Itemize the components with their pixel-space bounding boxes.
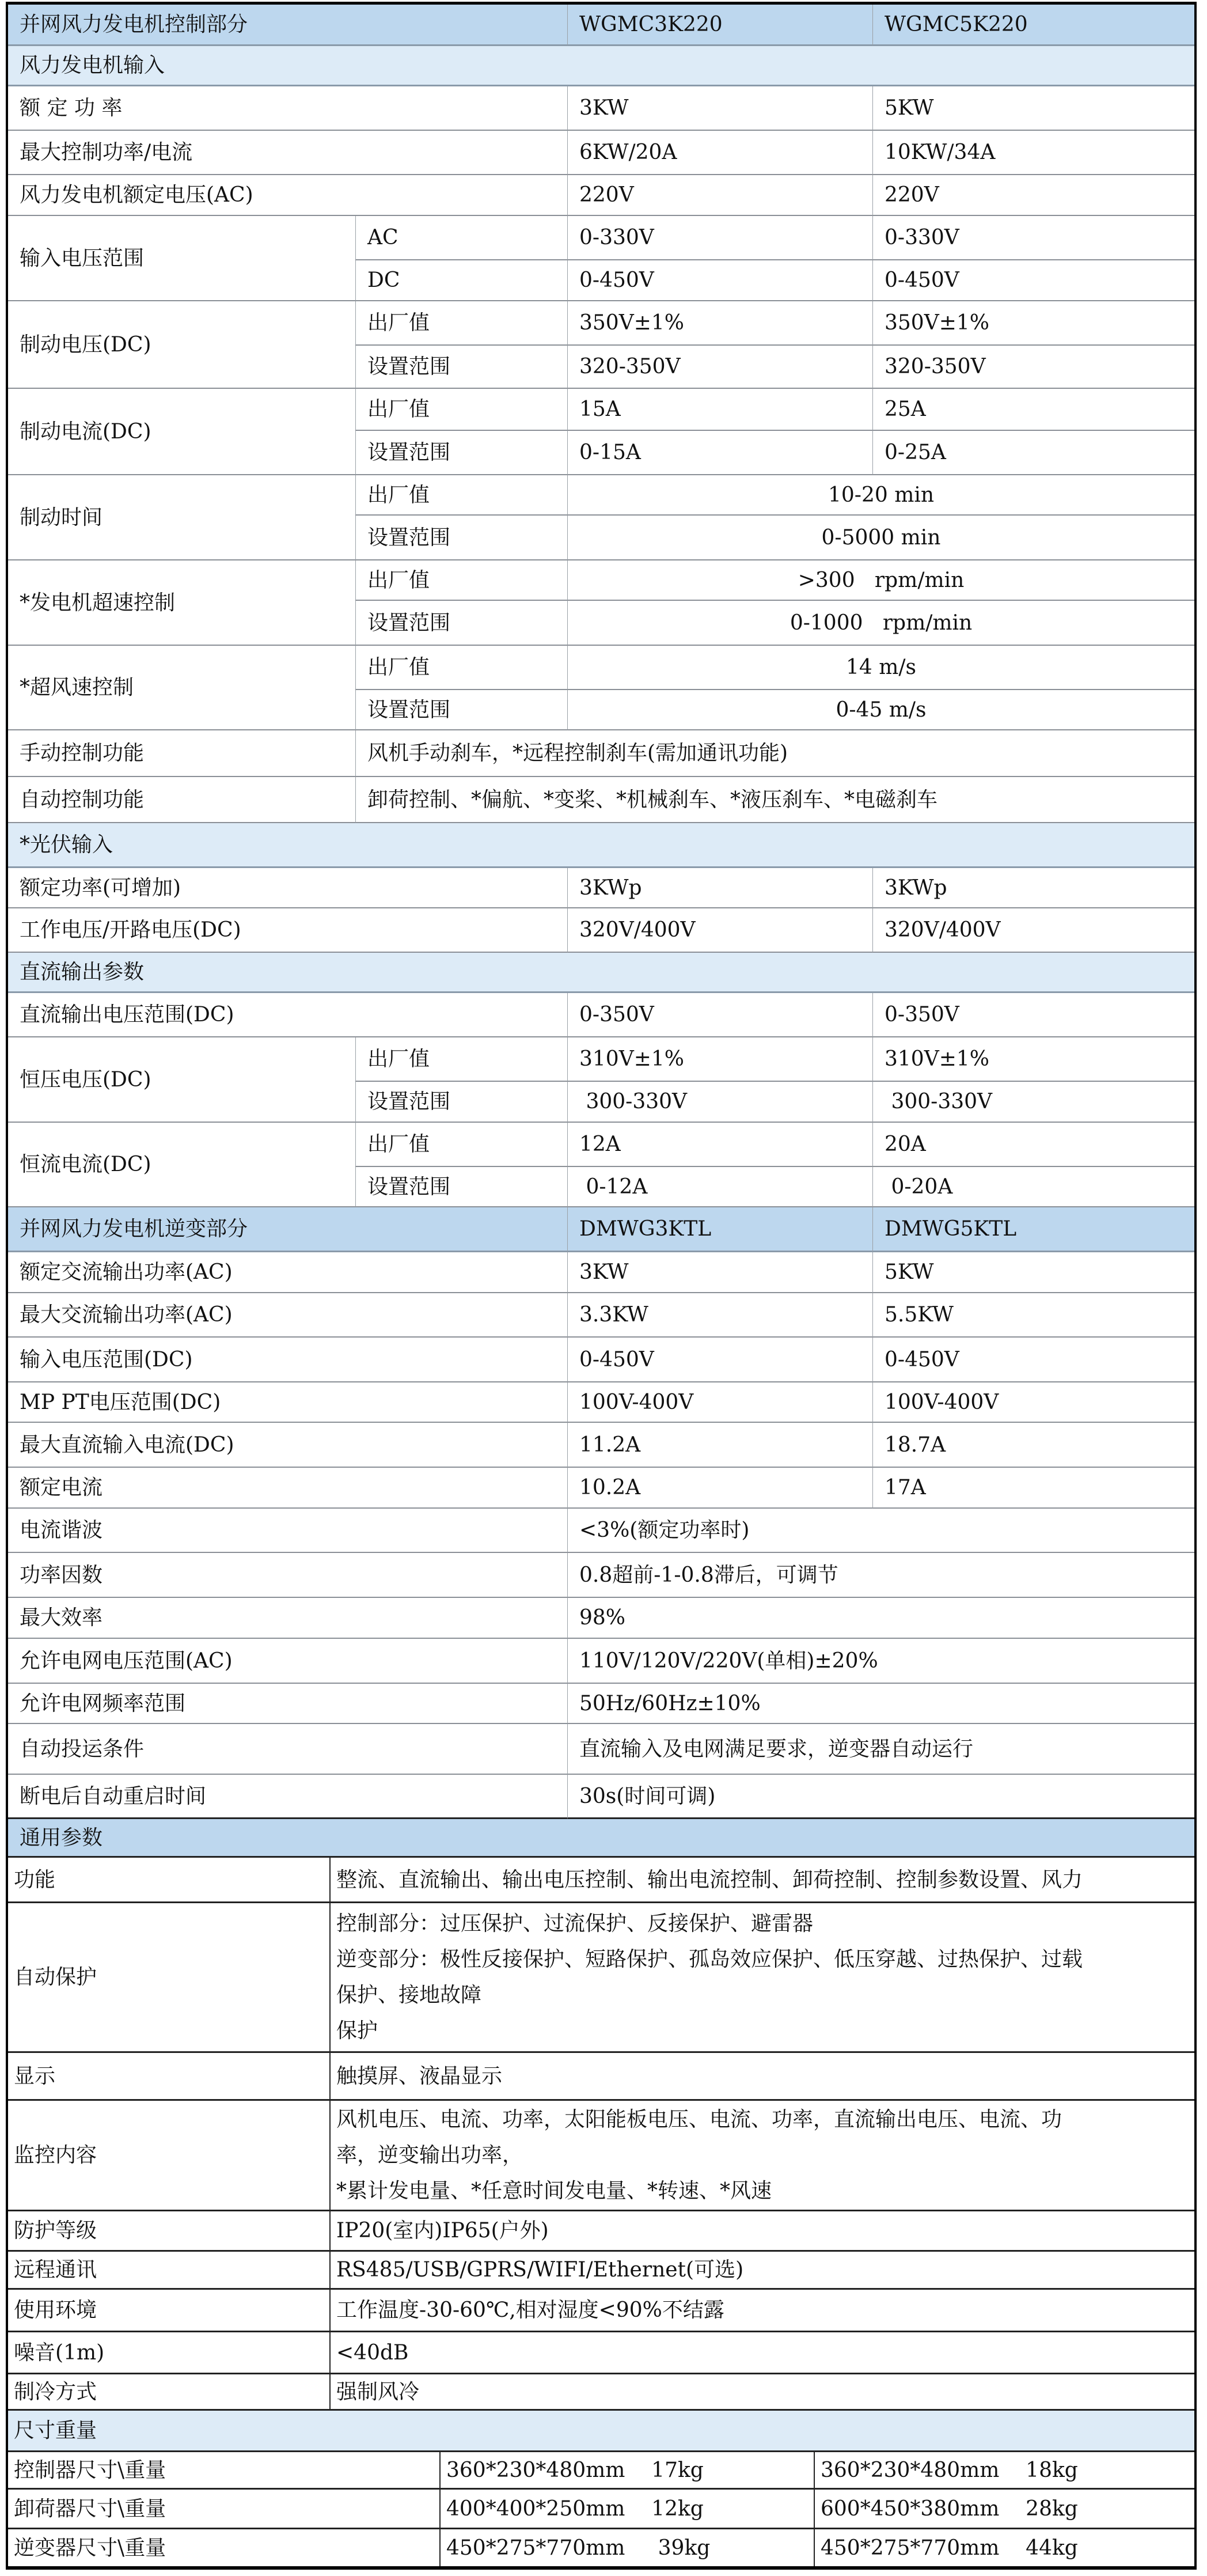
value-shared: 50Hz/60Hz±10% bbox=[567, 1684, 1194, 1724]
row-label: 制动电流(DC) bbox=[8, 389, 355, 475]
value-5k: 0-450V bbox=[872, 260, 1194, 301]
value-5k: 320-350V bbox=[872, 346, 1194, 389]
value-3k: 0-15A bbox=[567, 431, 872, 475]
value-3k: 0-450V bbox=[567, 1338, 872, 1382]
value-3k: 10.2A bbox=[567, 1468, 872, 1509]
value-3k: 3.3KW bbox=[567, 1293, 872, 1338]
value-5k: 300-330V bbox=[872, 1082, 1194, 1123]
value-5k: 20A bbox=[872, 1123, 1194, 1167]
section-general: 通用参数 bbox=[8, 1819, 1194, 1858]
sub-label: 设置范围 bbox=[355, 1167, 567, 1207]
row-label: 额 定 功 率 bbox=[8, 86, 567, 131]
value-5k: 100V-400V bbox=[872, 1382, 1194, 1423]
value-3k: 15A bbox=[567, 389, 872, 431]
value-5k: 5KW bbox=[872, 1252, 1194, 1293]
value-3k: 350V±1% bbox=[567, 301, 872, 346]
row-label: 控制器尺寸\重量 bbox=[8, 2452, 439, 2490]
row-label: 电流谐波 bbox=[8, 1509, 567, 1553]
row-label: 最大交流输出功率(AC) bbox=[8, 1293, 567, 1338]
value-5k: 0-25A bbox=[872, 431, 1194, 475]
value-5k: 0-330V bbox=[872, 216, 1194, 260]
value-shared: 110V/120V/220V(单相)±20% bbox=[567, 1639, 1194, 1684]
value-3k: 100V-400V bbox=[567, 1382, 872, 1423]
value-3k: 0-12A bbox=[567, 1167, 872, 1207]
inverter-header-model-3k: DMWG3KTL bbox=[567, 1207, 872, 1252]
value-3k: 0-450V bbox=[567, 260, 872, 301]
protection-line: 保护 bbox=[336, 2018, 378, 2043]
value-shared: 10-20 min bbox=[567, 475, 1194, 516]
value-shared: 0-5000 min bbox=[567, 516, 1194, 560]
row-label: 自动控制功能 bbox=[8, 777, 355, 823]
value-3k: 320V/400V bbox=[567, 908, 872, 953]
row-label: 逆变器尺寸\重量 bbox=[14, 2536, 166, 2560]
value-3k: 12A bbox=[567, 1123, 872, 1167]
row-label: 制冷方式 bbox=[8, 2374, 329, 2411]
protection-line: 保护、接地故障 bbox=[336, 1983, 482, 2007]
row-label: 使用环境 bbox=[8, 2290, 329, 2332]
sub-label: DC bbox=[355, 260, 567, 301]
section-wind-input: 风力发电机输入 bbox=[8, 46, 1194, 86]
sub-label: 出厂值 bbox=[355, 560, 567, 601]
sub-label: 设置范围 bbox=[355, 516, 567, 560]
value-5k: 18.7A bbox=[872, 1423, 1194, 1468]
row-label: 功率因数 bbox=[8, 1553, 567, 1598]
controller-header-label: 并网风力发电机控制部分 bbox=[8, 5, 567, 46]
row-label: 制动电压(DC) bbox=[8, 301, 355, 389]
value-5k: 320V/400V bbox=[872, 908, 1194, 953]
row-label: 允许电网频率范围 bbox=[8, 1684, 567, 1724]
row-label: 直流输出电压范围(DC) bbox=[8, 993, 567, 1037]
value-5k: 17A bbox=[872, 1468, 1194, 1509]
row-label: 远程通讯 bbox=[8, 2252, 329, 2290]
value-shared: 卸荷控制、*偏航、*变桨、*机械刹车、*液压刹车、*电磁刹车 bbox=[355, 777, 1194, 823]
value: 整流、直流输出、输出电压控制、输出电流控制、卸荷控制、控制参数设置、风力 bbox=[329, 1858, 1194, 1903]
value-3k: 310V±1% bbox=[567, 1037, 872, 1082]
row-label: 最大控制功率/电流 bbox=[8, 131, 567, 175]
sub-label: AC bbox=[355, 216, 567, 260]
value-shared: 30s(时间可调) bbox=[567, 1775, 1194, 1819]
value-5k: 0-450V bbox=[872, 1338, 1194, 1382]
row-label: MP PT电压范围(DC) bbox=[8, 1382, 567, 1423]
sub-label: 设置范围 bbox=[355, 431, 567, 475]
value-shared: 0-1000 rpm/min bbox=[567, 601, 1194, 646]
row-label: 噪音(1m) bbox=[8, 2332, 329, 2374]
value-3k: 320-350V bbox=[567, 346, 872, 389]
monitoring-line: 风机电压、电流、功率，太阳能板电压、电流、功率，直流输出电压、电流、功 bbox=[336, 2107, 1062, 2131]
inverter-header-model-5k: DMWG5KTL bbox=[872, 1207, 1194, 1252]
row-label: 最大效率 bbox=[8, 1598, 567, 1639]
value-3k: 3KW bbox=[567, 1252, 872, 1293]
value-3k: 400*400*250mm 12kg bbox=[439, 2490, 814, 2529]
value-shared: <3%(额定功率时) bbox=[567, 1509, 1194, 1553]
value-shared: 直流输入及电网满足要求，逆变器自动运行 bbox=[567, 1724, 1194, 1775]
sub-label: 出厂值 bbox=[355, 1123, 567, 1167]
value: 工作温度-30-60℃,相对湿度<90%不结露 bbox=[329, 2290, 1194, 2332]
value-5k: 310V±1% bbox=[872, 1037, 1194, 1082]
value-3k: 0-330V bbox=[567, 216, 872, 260]
value-multiline bbox=[329, 1903, 1194, 2053]
value-shared: >300 rpm/min bbox=[567, 560, 1194, 601]
row-label: 最大直流输入电流(DC) bbox=[8, 1423, 567, 1468]
value: RS485/USB/GPRS/WIFI/Ethernet(可选) bbox=[329, 2252, 1194, 2290]
sub-label: 出厂值 bbox=[355, 646, 567, 690]
value-5k: 450*275*770mm 44kg bbox=[814, 2529, 1194, 2566]
value-5k: 360*230*480mm 18kg bbox=[814, 2452, 1194, 2490]
value: 触摸屏、液晶显示 bbox=[329, 2053, 1194, 2101]
row-label: 额定交流输出功率(AC) bbox=[8, 1252, 567, 1293]
monitoring-line: *累计发电量、*任意时间发电量、*转速、*风速 bbox=[336, 2179, 772, 2203]
value-5k: 600*450*380mm 28kg bbox=[814, 2490, 1194, 2529]
sub-label: 出厂值 bbox=[355, 301, 567, 346]
value-5k: 0-350V bbox=[872, 993, 1194, 1037]
row-label: *超风速控制 bbox=[8, 646, 355, 730]
section-dimensions: 尺寸重量 bbox=[8, 2411, 1194, 2452]
row-label: 断电后自动重启时间 bbox=[8, 1775, 567, 1819]
value: 强制风冷 bbox=[329, 2374, 1194, 2411]
row-label: 恒压电压(DC) bbox=[8, 1037, 355, 1123]
row-label: 风力发电机额定电压(AC) bbox=[8, 175, 567, 216]
row-label: 输入电压范围(DC) bbox=[8, 1338, 567, 1382]
value-3k: 300-330V bbox=[567, 1082, 872, 1123]
row-label: 显示 bbox=[8, 2053, 329, 2101]
value: IP20(室内)IP65(户外) bbox=[329, 2211, 1194, 2252]
sub-label: 设置范围 bbox=[355, 346, 567, 389]
value-3k: 450*275*770mm 39kg bbox=[439, 2529, 814, 2566]
value-5k: 220V bbox=[872, 175, 1194, 216]
value-3k: 0-350V bbox=[567, 993, 872, 1037]
row-label: 手动控制功能 bbox=[8, 730, 355, 777]
row-label: *发电机超速控制 bbox=[8, 560, 355, 646]
value-5k: 350V±1% bbox=[872, 301, 1194, 346]
value: <40dB bbox=[329, 2332, 1194, 2374]
row-label: 自动投运条件 bbox=[8, 1724, 567, 1775]
controller-header-model-5k: WGMC5K220 bbox=[872, 5, 1194, 46]
sub-label: 设置范围 bbox=[355, 1082, 567, 1123]
row-label: 恒流电流(DC) bbox=[8, 1123, 355, 1207]
row-label: 功能 bbox=[8, 1858, 329, 1903]
row-label: 输入电压范围 bbox=[8, 216, 355, 301]
protection-line: 逆变部分：极性反接保护、短路保护、孤岛效应保护、低压穿越、过热保护、过载 bbox=[336, 1947, 1083, 1971]
row-label: 防护等级 bbox=[8, 2211, 329, 2252]
row-label: 额定电流 bbox=[8, 1468, 567, 1509]
value-3k: 11.2A bbox=[567, 1423, 872, 1468]
controller-header-model-3k: WGMC3K220 bbox=[567, 5, 872, 46]
section-dc-output: 直流输出参数 bbox=[8, 953, 1194, 993]
value-shared: 风机手动刹车，*远程控制刹车(需加通讯功能) bbox=[355, 730, 1194, 777]
value-5k: 0-20A bbox=[872, 1167, 1194, 1207]
value-3k: 3KW bbox=[567, 86, 872, 131]
sub-label: 出厂值 bbox=[355, 389, 567, 431]
value-shared: 14 m/s bbox=[567, 646, 1194, 690]
value-5k: 5KW bbox=[872, 86, 1194, 131]
value-5k: 5.5KW bbox=[872, 1293, 1194, 1338]
sub-label: 出厂值 bbox=[355, 1037, 567, 1082]
value-3k: 360*230*480mm 17kg bbox=[439, 2452, 814, 2490]
value-multiline bbox=[329, 2101, 1194, 2211]
value-3k: 6KW/20A bbox=[567, 131, 872, 175]
section-pv-input: *光伏输入 bbox=[8, 823, 1194, 868]
row-label: 允许电网电压范围(AC) bbox=[8, 1639, 567, 1684]
row-label: 监控内容 bbox=[8, 2101, 329, 2211]
value-5k: 3KWp bbox=[872, 868, 1194, 908]
row-label: 工作电压/开路电压(DC) bbox=[8, 908, 567, 953]
sub-label: 设置范围 bbox=[355, 601, 567, 646]
value-shared: 98% bbox=[567, 1598, 1194, 1639]
inverter-header-label: 并网风力发电机逆变部分 bbox=[8, 1207, 567, 1252]
value-3k: 220V bbox=[567, 175, 872, 216]
row-label: 制动时间 bbox=[8, 475, 355, 560]
value-3k: 3KWp bbox=[567, 868, 872, 908]
value-shared: 0-45 m/s bbox=[567, 690, 1194, 730]
row-label: 自动保护 bbox=[8, 1903, 329, 2053]
protection-line: 控制部分：过压保护、过流保护、反接保护、避雷器 bbox=[336, 1911, 814, 1935]
sub-label: 出厂值 bbox=[355, 475, 567, 516]
value-shared: 0.8超前-1-0.8滞后，可调节 bbox=[567, 1553, 1194, 1598]
value-5k: 10KW/34A bbox=[872, 131, 1194, 175]
row-label: 卸荷器尺寸\重量 bbox=[8, 2490, 439, 2529]
sub-label: 设置范围 bbox=[355, 690, 567, 730]
value-5k: 25A bbox=[872, 389, 1194, 431]
row-label: 额定功率(可增加) bbox=[8, 868, 567, 908]
monitoring-line: 率，逆变输出功率， bbox=[336, 2143, 523, 2167]
